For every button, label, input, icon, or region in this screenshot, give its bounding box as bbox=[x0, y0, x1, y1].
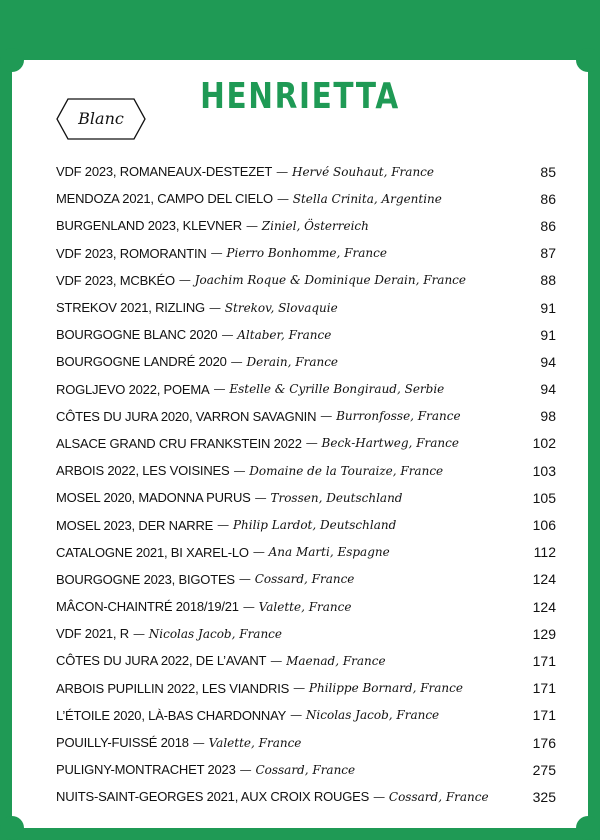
wine-row bbox=[56, 783, 556, 810]
wine-row bbox=[56, 348, 556, 375]
wine-name: MOSEL 2020, MADONNA PURUS bbox=[56, 490, 251, 506]
corner-notch bbox=[576, 48, 600, 72]
wine-producer: — Cossard, France bbox=[373, 789, 489, 804]
wine-producer: — Beck-Hartweg, France bbox=[305, 436, 459, 451]
wine-name: POUILLY-FUISSÉ 2018 bbox=[56, 735, 189, 751]
wine-producer: — Maenad, France bbox=[270, 653, 386, 668]
wine-row bbox=[56, 185, 556, 212]
wine-row bbox=[56, 267, 556, 294]
wine-price: 103 bbox=[532, 462, 556, 479]
wine-name: MENDOZA 2021, CAMPO DEL CIELO bbox=[56, 191, 273, 207]
wine-name: VDF 2021, R bbox=[56, 626, 129, 642]
wine-row bbox=[56, 212, 556, 239]
wine-price: 87 bbox=[540, 245, 556, 262]
wine-price: 124 bbox=[532, 598, 556, 615]
wine-price: 102 bbox=[532, 435, 556, 452]
wine-name: PULIGNY-MONTRACHET 2023 bbox=[56, 762, 236, 778]
wine-row bbox=[56, 729, 556, 756]
wine-producer: — Pierro Bonhomme, France bbox=[210, 246, 387, 261]
wine-price: 86 bbox=[540, 217, 556, 234]
wine-producer: — Burronfosse, France bbox=[320, 409, 461, 424]
wine-row bbox=[56, 511, 556, 538]
wine-row bbox=[56, 430, 556, 457]
wine-list bbox=[56, 158, 556, 811]
wine-price: 91 bbox=[540, 299, 556, 316]
wine-row bbox=[56, 620, 556, 647]
wine-row bbox=[56, 566, 556, 593]
wine-producer: — Valette, France bbox=[192, 735, 302, 750]
wine-price: 85 bbox=[540, 163, 556, 180]
wine-producer: — Estelle & Cyrille Bongiraud, Serbie bbox=[213, 382, 445, 397]
wine-name: NUITS-SAINT-GEORGES 2021, AUX CROIX ROUGES bbox=[56, 789, 370, 805]
wine-producer: — Joachim Roque & Dominique Derain, France bbox=[178, 273, 467, 288]
wine-row bbox=[56, 240, 556, 267]
wine-name: BOURGOGNE 2023, BIGOTES bbox=[56, 571, 235, 587]
wine-row bbox=[56, 647, 556, 674]
wine-row bbox=[56, 457, 556, 484]
wine-producer: — Strekov, Slovaquie bbox=[208, 300, 338, 315]
corner-notch bbox=[0, 48, 24, 72]
wine-price: 94 bbox=[540, 353, 556, 370]
wine-name: ARBOIS PUPILLIN 2022, LES VIANDRIS bbox=[56, 680, 290, 696]
corner-notch bbox=[576, 816, 600, 840]
wine-producer: — Hervé Souhaut, France bbox=[276, 164, 434, 179]
wine-name: ALSACE GRAND CRU FRANKSTEIN 2022 bbox=[56, 435, 302, 451]
wine-producer: — Altaber, France bbox=[221, 327, 332, 342]
wine-price: 106 bbox=[532, 517, 556, 534]
wine-price: 98 bbox=[540, 408, 556, 425]
wine-row bbox=[56, 376, 556, 403]
restaurant-title: HENRIETTA bbox=[200, 76, 400, 117]
wine-row bbox=[56, 484, 556, 511]
wine-price: 171 bbox=[532, 652, 556, 669]
wine-price: 112 bbox=[533, 544, 556, 561]
wine-producer: — Cossard, France bbox=[239, 762, 356, 777]
wine-name: MÂCON-CHAINTRÉ 2018/19/21 bbox=[56, 599, 239, 615]
wine-row bbox=[56, 539, 556, 566]
wine-price: 86 bbox=[540, 190, 556, 207]
wine-price: 176 bbox=[532, 734, 556, 751]
wine-row bbox=[56, 675, 556, 702]
wine-price: 171 bbox=[532, 680, 556, 697]
wine-name: VDF 2023, ROMANEAUX-DESTEZET bbox=[56, 164, 273, 180]
wine-price: 124 bbox=[532, 571, 556, 588]
wine-row bbox=[56, 756, 556, 783]
wine-name: ROGLJEVO 2022, POEMA bbox=[56, 381, 210, 397]
wine-price: 94 bbox=[540, 381, 556, 398]
wine-row bbox=[56, 702, 556, 729]
corner-notch bbox=[0, 816, 24, 840]
wine-price: 88 bbox=[540, 272, 556, 289]
wine-price: 105 bbox=[532, 489, 556, 506]
wine-producer: — Derain, France bbox=[230, 354, 339, 369]
wine-row bbox=[56, 294, 556, 321]
wine-row bbox=[56, 403, 556, 430]
wine-price: 91 bbox=[540, 326, 556, 343]
wine-name: MOSEL 2023, DER NARRE bbox=[56, 517, 214, 533]
menu-card bbox=[12, 60, 588, 828]
wine-producer: — Valette, France bbox=[242, 599, 352, 614]
wine-name: VDF 2023, ROMORANTIN bbox=[56, 245, 207, 261]
wine-producer: — Nicolas Jacob, France bbox=[132, 626, 283, 641]
wine-name: L’ÉTOILE 2020, LÀ-BAS CHARDONNAY bbox=[56, 707, 287, 723]
wine-producer: — Ana Marti, Espagne bbox=[252, 545, 390, 560]
wine-producer: — Domaine de la Touraize, France bbox=[233, 463, 444, 478]
wine-producer: — Trossen, Deutschland bbox=[254, 490, 403, 505]
wine-price: 171 bbox=[532, 707, 556, 724]
wine-price: 275 bbox=[532, 761, 556, 778]
wine-name: VDF 2023, MCBKÉO bbox=[56, 272, 175, 288]
wine-name: CÔTES DU JURA 2020, VARRON SAVAGNIN bbox=[56, 408, 317, 424]
wine-name: CÔTES DU JURA 2022, DE L’AVANT bbox=[56, 653, 267, 669]
wine-price: 325 bbox=[532, 788, 556, 805]
wine-name: BOURGOGNE BLANC 2020 bbox=[56, 327, 218, 343]
wine-producer: — Cossard, France bbox=[238, 572, 355, 587]
wine-name: ARBOIS 2022, LES VOISINES bbox=[56, 463, 230, 479]
wine-name: CATALOGNE 2021, BI XAREL-LO bbox=[56, 544, 249, 560]
wine-producer: — Nicolas Jacob, France bbox=[290, 708, 440, 723]
wine-producer: — Stella Crinita, Argentine bbox=[276, 191, 442, 206]
wine-producer: — Philip Lardot, Deutschland bbox=[217, 518, 397, 533]
wine-row bbox=[56, 593, 556, 620]
wine-producer: — Ziniel, Österreich bbox=[245, 218, 369, 233]
wine-row bbox=[56, 158, 556, 185]
wine-row bbox=[56, 321, 556, 348]
category-label: Blanc bbox=[78, 109, 124, 128]
wine-name: BOURGOGNE LANDRÉ 2020 bbox=[56, 354, 227, 370]
wine-price: 129 bbox=[532, 625, 556, 642]
wine-producer: — Philippe Bornard, France bbox=[293, 681, 463, 696]
wine-name: STREKOV 2021, RIZLING bbox=[56, 300, 205, 316]
wine-name: BURGENLAND 2023, KLEVNER bbox=[56, 218, 242, 234]
category-badge bbox=[56, 98, 146, 140]
